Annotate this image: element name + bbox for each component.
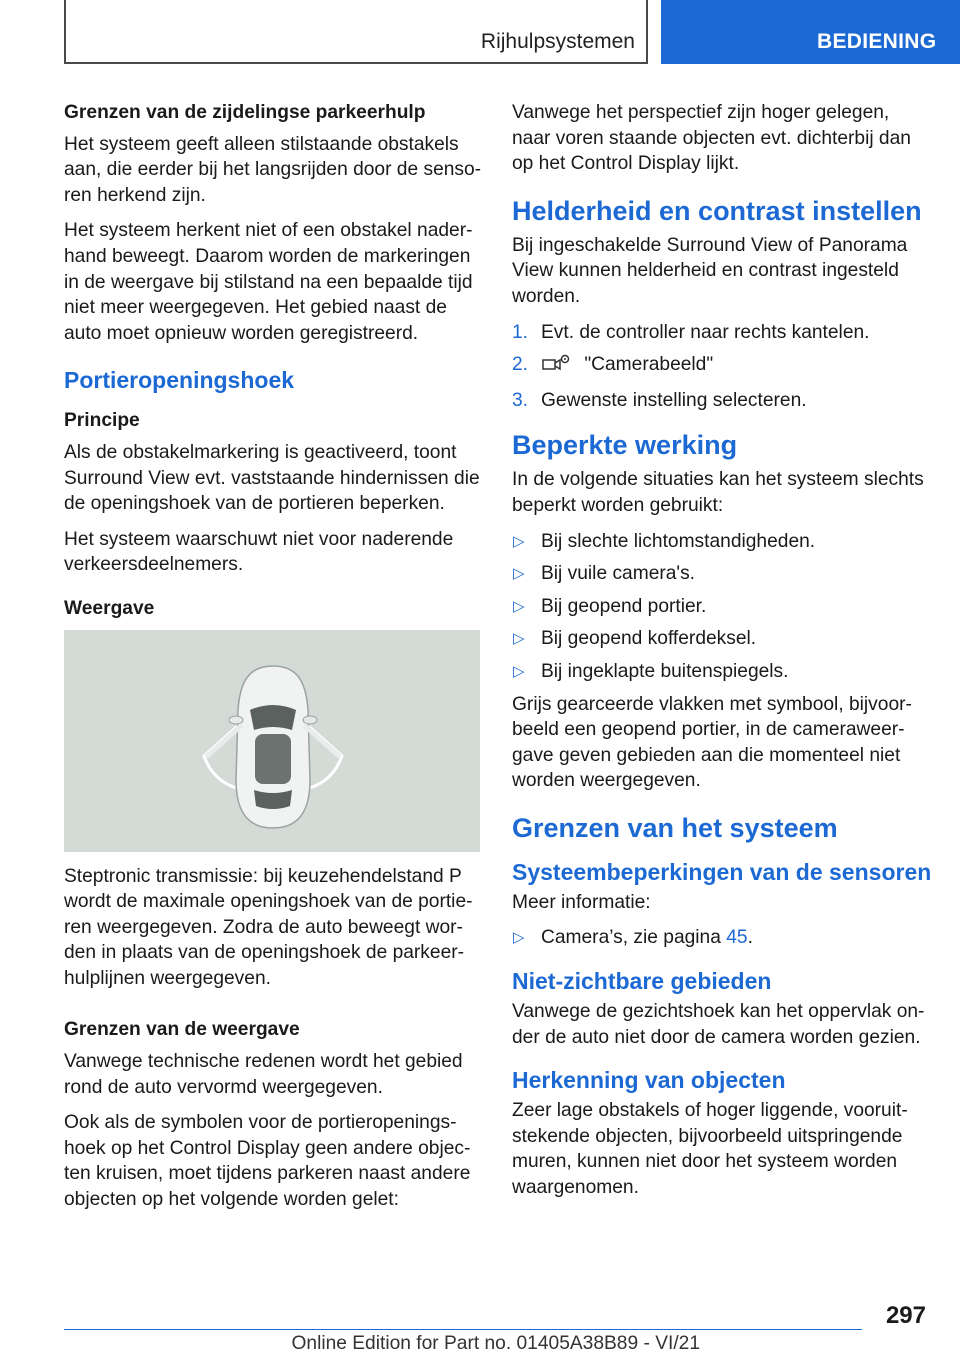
right-column: [512, 100, 932, 1211]
triangle-bullet-icon: ▷: [513, 929, 525, 947]
paragraph: Zeer lage obstakels of hoger liggende, vooruit-stekende objecten, bijvoorbeeld uitspringende muren, kunnen niet door het systeem worden waargenomen.: [512, 1100, 908, 1199]
list-item: [512, 388, 932, 414]
paragraph: Ook als de symbolen voor de portieropenings-hoek op het Control Display geen andere objec-ten kruisen, moet tijdens parkeren naast andere objecten op het volgende worden gelet:: [64, 1112, 471, 1211]
paragraph: Grijs gearceerde vlakken met symbool, bijvoor-beeld een geopend portier, in de cameraweer-gave geven gebieden aan die momenteel niet worden weergegeven.: [512, 693, 912, 792]
triangle-bullet-icon: ▷: [513, 662, 525, 680]
paragraph: Het systeem herkent niet of een obstakel nader-hand beweegt. Daarom worden de markeringen in de weergave bij stilstand na een bepaalde tijd niet meer weergegeven. Het gebied naast de auto moet opnieuw worden geregistreerd.: [64, 220, 473, 344]
bullet-list: [512, 925, 932, 951]
paragraph: In de volgende situaties kan het systeem slechts beperkt worden gebruikt:: [512, 469, 924, 516]
heading-limited-function: Beperkte werking: [512, 430, 738, 461]
paragraph: Vanwege het perspectief zijn hoger gelegen, naar voren staande objecten evt. dichterbij dan op het Control Display lijkt.: [512, 102, 911, 175]
triangle-bullet-icon: ▷: [513, 630, 525, 648]
bullet-list: [512, 529, 932, 685]
list-item: ▷ Bij ingeklapte buitenspiegels.: [512, 659, 932, 685]
list-item: ▷ Camera’s, zie pagina 45.: [512, 925, 932, 951]
triangle-bullet-icon: ▷: [513, 532, 525, 550]
header-section-title: Rijhulpsystemen: [480, 30, 635, 53]
list-item: [512, 320, 932, 346]
heading-door-angle: Portieropeningshoek: [64, 367, 295, 394]
step-number: 3.: [512, 389, 529, 411]
step-text: Gewenste instelling selecteren.: [541, 389, 807, 411]
heading-side-parking-limits: Grenzen van de zijdelingse parkeerhulp: [64, 102, 426, 123]
paragraph: Vanwege technische redenen wordt het gebied rond de auto vervormd weergegeven.: [64, 1051, 463, 1098]
list-item: ▷ Bij vuile camera's.: [512, 561, 932, 587]
heading-display-limits: Grenzen van de weergave: [64, 1019, 300, 1041]
paragraph: Vanwege de gezichtshoek kan het oppervlak on-der de auto niet door de camera worden gezien.: [512, 1001, 925, 1048]
heading-system-limits: Grenzen van het systeem: [512, 812, 838, 843]
paragraph: Bij ingeschakelde Surround View of Panorama View kunnen helderheid en contrast ingesteld worden.: [512, 234, 908, 307]
step-text: Evt. de controller naar rechts kantelen.: [541, 321, 870, 343]
page-link[interactable]: 45: [726, 927, 748, 949]
heading-principle: Principe: [64, 410, 140, 432]
page-number: 297: [885, 1302, 926, 1329]
footer-divider: [64, 1329, 862, 1330]
heading-brightness-contrast: Helderheid en contrast instellen: [512, 195, 922, 226]
paragraph: Meer informatie:: [512, 891, 651, 913]
heading-sensor-limits: Systeembeperkingen van de sensoren: [512, 858, 932, 885]
header-chapter-tab: BEDIENING: [661, 0, 960, 64]
paragraph: Het systeem waarschuwt niet voor naderende verkeersdeelnemers.: [64, 528, 454, 576]
paragraph: Het systeem geeft alleen stilstaande obstakels aan, die eerder bij het langsrijden door de senso-ren herkend zijn.: [64, 133, 482, 206]
step-text: "Camerabeeld": [584, 354, 714, 376]
heading-invisible-areas: Niet-zichtbare gebieden: [512, 968, 772, 995]
list-item: [512, 352, 932, 381]
steps-list: [512, 320, 932, 414]
list-item: ▷ Bij slechte lichtomstandigheden.: [512, 529, 932, 555]
camera-settings-icon: [541, 353, 571, 381]
step-number: 1.: [512, 321, 529, 343]
list-item: ▷ Bij geopend portier.: [512, 594, 932, 620]
footer-edition: Online Edition for Part no. 01405A38B89 - VI/21: [291, 1333, 700, 1354]
door-angle-figure: [64, 630, 480, 852]
triangle-bullet-icon: ▷: [513, 565, 525, 583]
heading-object-detection: Herkenning van objecten: [512, 1067, 786, 1094]
paragraph: Als de obstakelmarkering is geactiveerd, toont Surround View evt. vaststaande hindernissen die de openingshoek van de portieren beperken.: [64, 441, 480, 515]
car-top-view-illustration: [64, 630, 480, 852]
triangle-bullet-icon: ▷: [513, 597, 525, 615]
step-number: 2.: [512, 354, 529, 376]
paragraph: Steptronic transmissie: bij keuzehendelstand P wordt de maximale openingshoek van de portie-ren weergegeven. Zodra de auto beweegt wor-den in plaats van de openingshoek de parkeer-hulplijnen weergegeven.: [64, 865, 473, 989]
list-item: ▷ Bij geopend kofferdeksel.: [512, 626, 932, 652]
heading-display: Weergave: [64, 597, 155, 619]
left-column: [64, 100, 482, 1223]
